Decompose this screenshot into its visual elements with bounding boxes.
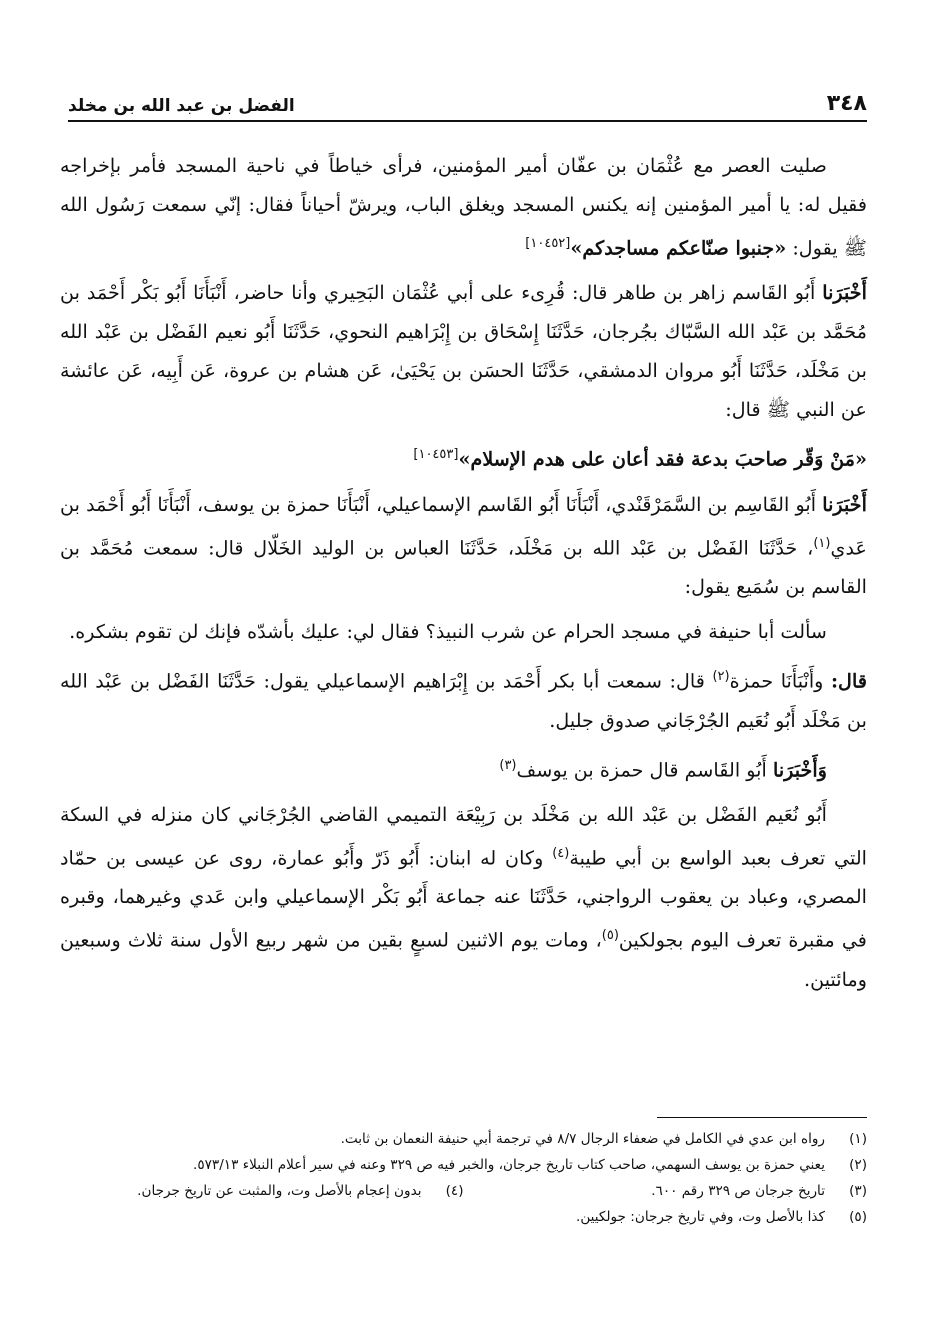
paragraph-text: قال: سمعت أبا بكر أَحْمَد بن إِبْرَاهيم الإسماعيلي يقول: حَدَّثَنَا الفَضْل بن عَبْد الله بن مَخْلَد أَبُو نُعَيم الجُرْجَاني صدوق جليل. [60,669,867,732]
footnote-mark: (٢) [849,1157,867,1173]
paragraph [60,146,867,267]
paragraph-text: أَبُو القَاسِم بن السَّمَرْقَنْدي، أَنْبَأَنَا أَبُو القَاسم الإسماعيلي، أَنْبَأَنَا حمزة بن يوسف، أَنْبَأَنَا أَبُو أَحْمَد بن عَدي [60,492,867,560]
paragraph-text: أَبُو نُعَيم الفَضْل بن عَبْد الله بن مَخْلَد بن رَبِيْعَة التميمي القاضي الجُرْجَاني كان منزله في السكة التي تعرف بعبد الواسع بن أبي طيبة [60,802,868,870]
paragraph-text: ، حَدَّثَنَا الفَضْل بن عَبْد الله بن مَخْلَد، حَدَّثَنَا العباس بن الوليد الخَلّال قال: سمعت مُحَمَّد بن القاسم بن سُمَيع يقول: [60,536,867,599]
page-header [68,82,867,116]
paragraph-text: وكان له ابنان: أَبُو ذَرّ وأَبُو عمارة، روى عن عيسى بن حمّاد المصري، وعباد بن يعقوب الرواجني، حَدَّثَنَا عنه جماعة أَبُو بَكْر الإسماعيلي وابن عَدي وغيرهما، وقبره في مقبرة تعرف اليوم بجولكين [60,846,867,952]
footnote-mark: (٣) [849,1183,867,1199]
paragraph [60,435,867,478]
paragraph-text: سألت أبا حنيفة في مسجد الحرام عن شرب النبيذ؟ فقال لي: عليك بأشدّه فإنك لن تقوم بشكره. [69,620,827,644]
footnote-mark: (١) [849,1131,867,1147]
footnote-ref: (٣) [499,757,517,773]
isnad-lead: وَأَخْبَرَنا [772,757,827,781]
paragraph [60,273,867,429]
footnote-rule [657,1117,867,1118]
isnad-lead: أَخْبَرَنا [822,281,867,305]
footnote [60,1178,464,1204]
footnote-mark: (٤) [445,1183,464,1199]
paragraph [60,485,867,606]
footnote-text: كذا بالأصل وت، وفي تاريخ جرجان: جولكيين. [576,1209,825,1225]
footnote-ref: (٥) [601,928,619,944]
main-text [60,146,867,1005]
hadith-quote: «مَنْ وَقّر صاحبَ بدعة فقد أعان على هدم الإسلام» [458,447,867,471]
footnote-mark: (٥) [849,1209,867,1225]
running-title: الفضل بن عبد الله بن مخلد [68,96,295,116]
header-rule [68,120,867,122]
paragraph-text: ، ومات يوم الاثنين لسبعٍ بقين من شهر ربيع الأول سنة ثلاث وسبعين ومائتين. [60,928,867,991]
footnote [60,1126,867,1152]
paragraph [60,795,867,999]
paragraph [60,612,867,651]
footnote [60,1152,867,1178]
isnad-lead: أَخْبَرَنا [822,492,867,516]
footnote [60,1204,867,1230]
footnote-text: يعني حمزة بن يوسف السهمي، صاحب كتاب تاريخ جرجان، والخبر فيه ص ٣٢٩ وعنه في سير أعلام النبلاء ٥٧٣/١٣. [193,1157,825,1173]
footnote-text: تاريخ جرجان ص ٣٢٩ رقم ٦٠٠. [651,1183,825,1199]
paragraph-text: صليت العصر مع عُثْمَان بن عفّان أمير المؤمنين، فرأى خياطاً في ناحية المسجد فأمر بإخراجه فقيل له: يا أمير المؤمنين إنه يكنس المسجد ويغلق الباب، ويرشّ أحياناً فقال: إنّي سمعت رَسُول الله ﷺ يقول: [60,154,867,260]
paragraph [60,657,867,739]
footnote-ref: (٤) [552,845,570,861]
paragraph-text: أَبُو القَاسم قال حمزة بن يوسف [516,757,767,781]
isnad-lead: قال: [830,669,868,693]
hadith-number: [١٠٤٥٣] [413,447,459,463]
footnote-text: رواه ابن عدي في الكامل في ضعفاء الرجال ٨/٧ في ترجمة أبي حنيفة النعمان بن ثابت. [340,1131,825,1147]
paragraph [60,746,867,789]
footnote-text: بدون إعجام بالأصل وت، والمثبت عن تاريخ جرجان. [137,1183,422,1199]
paragraph-text: وأَنْبَأَنَا حمزة [729,669,824,693]
page-number: ٣٤٨ [826,91,867,116]
footnotes [60,1126,867,1230]
footnote-ref: (٢) [712,669,730,685]
hadith-number: [١٠٤٥٢] [525,236,571,251]
footnote-pair [60,1178,867,1204]
paragraph-text: أَبُو القَاسم زاهر بن طاهر قال: قُرِىء على أبي عُثْمَان البَحِيري وأنا حاضر، أَنْبَأَنَا أَبُو بَكْر أَحْمَد بن مُحَمَّد بن عَبْد الله السَّبّاك بجُرجان، حَدَّثَنَا إِسْحَاق بن إِبْرَاهيم النحوي، حَدَّثَنَا أَبُو نعيم الفَضْل بن عَبْد الله بن مَخْلَد، حَدَّثَنَا أَبُو مروان الدمشقي، حَدَّثَنَا الحسَن بن يَحْيَىٰ، عَن هشام بن عروة، عَن أَبِيه، عَن عائشة عن النبي ﷺ قال: [60,281,867,422]
footnote [464,1178,868,1204]
hadith-quote: «جنبوا صنّاعكم مساجدكم» [570,236,787,260]
footnote-ref: (١) [813,535,831,551]
